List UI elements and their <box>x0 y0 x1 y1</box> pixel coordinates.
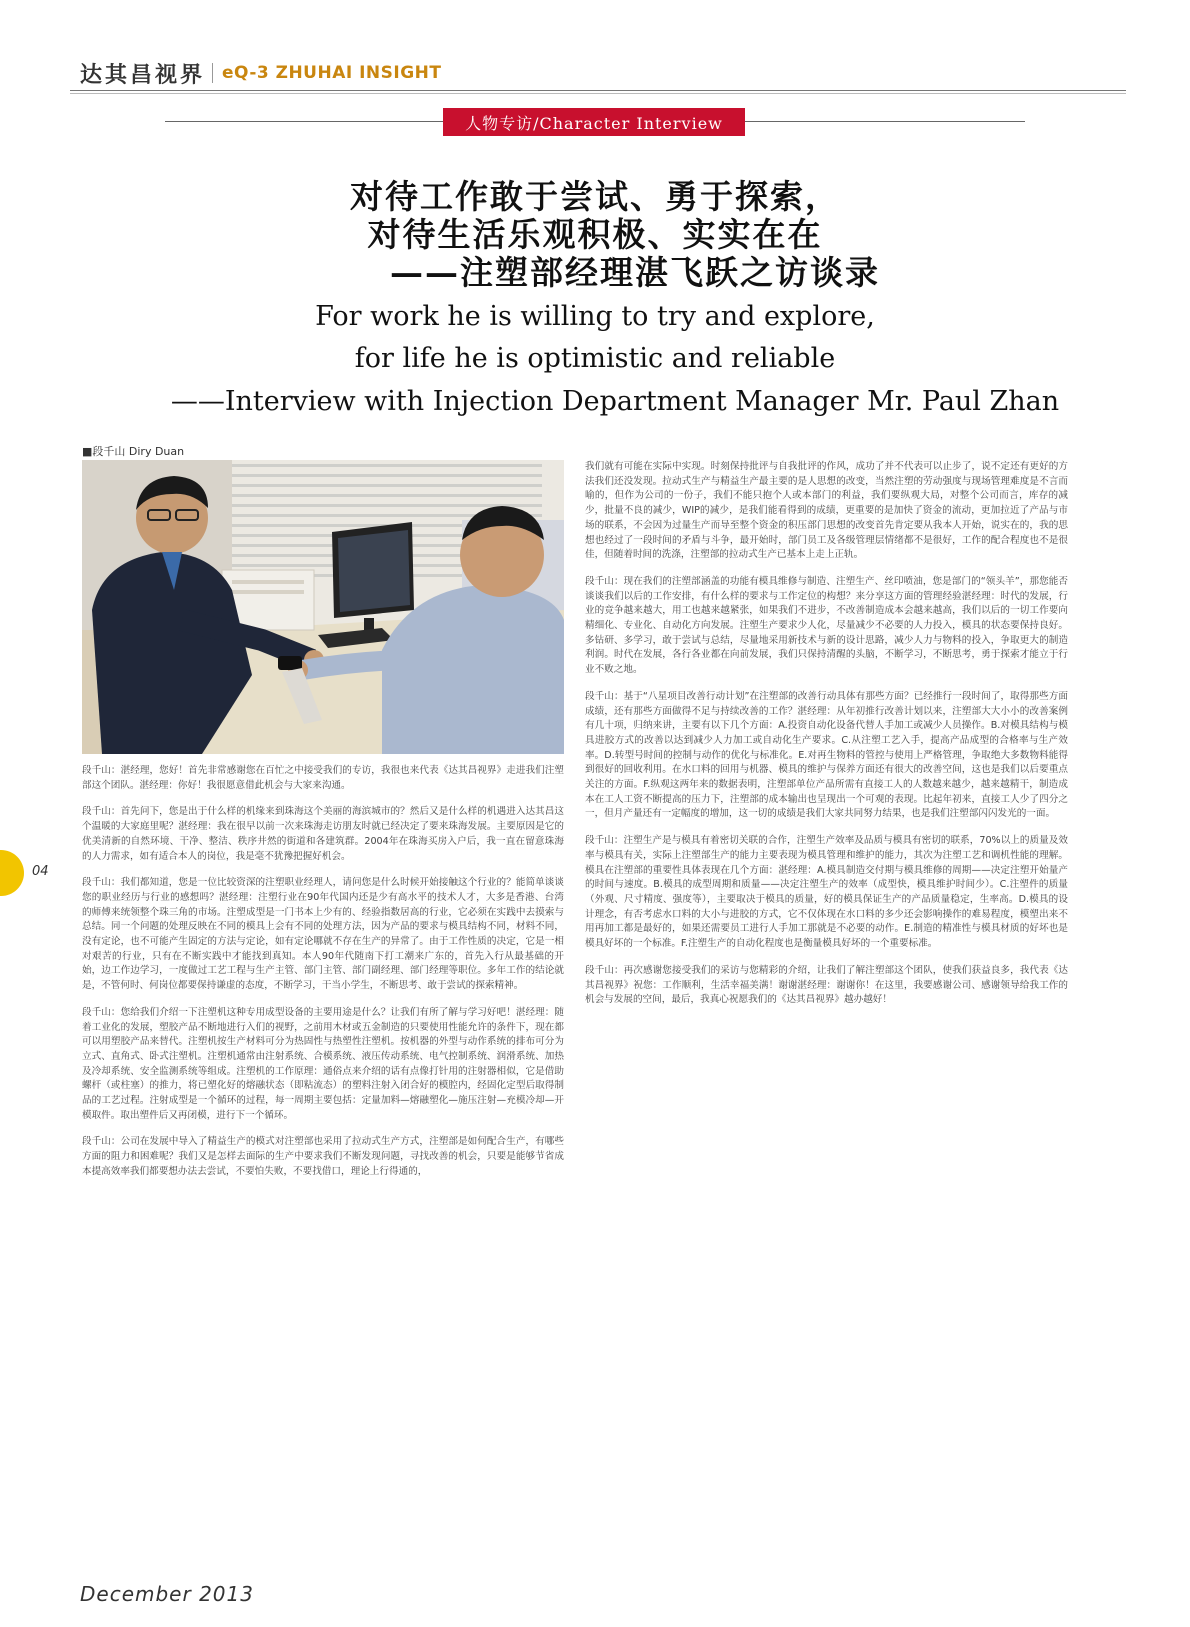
article-paragraph: 段千山：首先问下，您是出于什么样的机缘来到珠海这个美丽的海滨城市的？然后又是什么样的机遇进入达其昌这个温暖的大家庭里呢？湛经理：我在很早以前一次来珠海走访朋友时就已经决定了要来珠海发展。主要原因是它的优美清新的自然环境、干净、整洁、秩序井然的街道和各建筑群。2004年在珠海买房入户后，我一直在留意珠海的人力需求，如有适合本人的岗位，我是毫不犹豫把握好机会。 <box>82 806 564 862</box>
article-paragraph: 段千山：基于“八星项目改善行动计划”在注塑部的改善行动具体有那些方面？已经推行一段时间了，取得那些方面成绩，还有那些方面做得不足与持续改善的工作？湛经理：从年初推行改善计划以来，注塑部大大小小的改善案例有几十项，归纳来讲，主要有以下几个方面：A.投资自动化设备代替人手加工或减少人员操作。B.对模具结构与模具进胶方式的改善以达到减少人力加工或自动化生产要求。C.从注塑工艺入手，提高产品成型的合格率与生产效率。D.转型号时间的控制与动作的优化与标准化。E.对再生物料的管控与使用上严格管理，争取绝大多数物料能得到很好的回收利用。在水口料的回用与机器、模具的维护与保养方面还有很大的改善空间，这也是我们以后要重点关注的方面。F.纵观这两年来的数据表明，注塑部单位产品所需有直接工人的人数越来越少，越来越精干，制造成本在工人工资不断提高的压力下，注塑部的成本输出也呈现出一个可观的表现。比起年初来，直接工人少了四分之一，但月产量还有一定幅度的增加，这一切的成绩是我们大家共同努力结果，也是我们注塑部闪闪发光的一面。 <box>585 690 1068 820</box>
title-chinese-line-3: ——注塑部经理湛飞跃之访谈录 <box>390 253 880 292</box>
article-right-column <box>585 460 1068 1020</box>
article-paragraph: 我们就有可能在实际中实现。时刻保持批评与自我批评的作风，成功了并不代表可以止步了，说不定还有更好的方法我们还没发现。拉动式生产与精益生产最主要的是人思想的改变，当然注塑的劳动强度与现场管理难度是不言而喻的，但作为公司的一份子，我们不能只抱个人或本部门的利益，我们要纵观大局，对整个公司而言，库存的减少，批量不良的减少，WIP的减少，是我们能看得到的成绩，更重要的是加快了资金的流动，更加拉近了产品与市场的联系，不会因为过量生产而导至整个资金的积压部门思想的改变首先肯定要从我本人开始，说实在的，我的思想也经过了一段时间的矛盾与斗争，最开始时，部门员工及各级管理层情绪都不是很好，工作的配合程度也不是很佳，但随着时间的洗涤，注塑部的拉动式生产已基本上走上正轨。 <box>585 461 1068 561</box>
page-tab-marker <box>0 850 24 896</box>
header-rule-secondary <box>70 93 1126 94</box>
brand-english: eQ-3 ZHUHAI INSIGHT <box>222 63 442 83</box>
brand-divider <box>212 63 213 83</box>
section-line-right <box>745 121 1025 122</box>
article-paragraph: 段千山：注塑生产是与模具有着密切关联的合作，注塑生产效率及品质与模具有密切的联系，70%以上的质量及效率与模具有关，实际上注塑部生产的能力主要表现为模具管理和维护的能力，其次为注塑工艺和调机性能的理解。模具在注塑部的重要性具体表现在几个方面：湛经理：A.模具制造交付期与模具维修的周期——决定注塑开始量产的时间与速度。B.模具的成型周期和质量——决定注塑生产的效率（成型快，模具维护时间少）。C.注塑件的质量（外观、尺寸精度、强度等），主要取决于模具的质量，好的模具保证生产的产品质量稳定，生率高。D.模具的设计理念，有否考虑水口料的大小与进胶的方式，它不仅体现在水口料的多少还会影响操作的难易程度，模塑出来不用再加工都是最好的，如果还需要员工进行人手加工那就是不必要的动作。E.制造的精准性与模具材质的好坏也是模具好坏的一个标准。F.注塑生产的自动化程度也是衡量模具好坏的一个重要标准。 <box>585 835 1068 950</box>
article-paragraph: 段千山：再次感谢您接受我们的采访与您精彩的介绍，让我们了解注塑部这个团队，使我们获益良多，我代表《达其昌视界》祝您：工作顺利，生活幸福美满！谢谢湛经理：谢谢你！在这里，我要感谢公司、感谢领导给我工作的机会与发展的空间，最后，我真心祝愿我们的《达其昌视界》越办越好！ <box>585 964 1068 1006</box>
brand-chinese: 达其昌视界 <box>80 61 206 88</box>
page-number: 04 <box>32 864 49 879</box>
title-english-line-2: for life he is optimistic and reliable <box>354 343 836 374</box>
title-english-line-3: ——Interview with Injection Department Manager Mr. Paul Zhan <box>170 386 1060 417</box>
title-english-line-1: For work he is willing to try and explore, <box>315 301 875 332</box>
article-paragraph: 段千山：您给我们介绍一下注塑机这种专用成型设备的主要用途是什么？让我们有所了解与学习好吧！湛经理：随着工业化的发展，塑胶产品不断地进行入们的视野，之前用木材或五金制造的只要使用性能允许的条件下，现在都可以用塑胶产品来替代。注塑机按生产材料可分为热固性与热塑性注塑机。按机器的外型与动作系统的排布可分为立式、直角式、卧式注塑机。注塑机通常由注射系统、合模系统、液压传动系统、电气控制系统、润滑系统、加热及冷却系统、安全监测系统等组成。注塑机的工作原理：通俗点来介绍的话有点像打针用的注射器相似，它是借助螺杆（或柱塞）的推力，将已塑化好的熔融状态（即粘流态）的塑料注射入闭合好的模腔内，经固化定型后取得制品的工艺过程。注射成型是一个循环的过程，每一周期主要包括：定量加料—熔融塑化—施压注射—充模冷却—开模取件。取出塑件后又再闭模，进行下一个循环。 <box>82 1006 564 1121</box>
masthead <box>80 58 442 88</box>
interview-photo-illustration <box>82 460 564 754</box>
article-paragraph: 段千山：现在我们的注塑部涵盖的功能有模具维修与制造、注塑生产、丝印喷油，您是部门的“领头羊”，那您能否谈谈我们以后的工作安排，有什么样的要求与工作定位的构想？来分享这方面的管理经验湛经理：时代的发展，行业的竞争越来越大，用工也越来越紧张，如果我们不进步，不改善制造成本会越来越高，我们以后的一切工作要向精细化、专业化、自动化方向发展。注塑生产要求少人化，尽量减少不必要的人力投入，模具的状态要保持良好。多钻研、多学习，敢于尝试与总结，尽量地采用新技术与新的设计思路，减少人力与物料的投入，争取更大的制造利润。时代在发展，各行各业都在向前发展，我们只保持清醒的头脑，不断学习，不断思考，勇于探索才能立于行业不败之地。 <box>585 575 1068 676</box>
article-paragraph: 段千山：公司在发展中导入了精益生产的模式对注塑部也采用了拉动式生产方式，注塑部是如何配合生产，有哪些方面的阻力和困难呢？我们又是怎样去面际的生产中要求我们不断发现问题，寻找改善的机会，只要是能够节省成本提高效率我们都要想办法去尝试，不要怕失败，不要找借口，理论上行得通的， <box>82 1136 564 1177</box>
title-chinese-line-1: 对待工作敢于尝试、勇于探索， <box>350 177 840 216</box>
article-paragraph: 段千山：湛经理，您好！首先非常感谢您在百忙之中接受我们的专访，我很也来代表《达其昌视界》走进我们注塑部这个团队。湛经理：你好！我很愿意借此机会与大家来沟通。 <box>82 765 564 791</box>
article-paragraph: 段千山：我们都知道，您是一位比较资深的注塑职业经理人，请问您是什么时候开始接触这个行业的？能简单谈谈您的职业经历与行业的感想吗？湛经理：注塑行业在90年代国内还是少有高水平的技术人才，大多是香港、台湾的师傅来统领整个珠三角的市场。注塑成型是一门书本上少有的、经验指数居高的行业，它必须在实践中去摸索与总结。同一个问题的处理反映在不同的模具上会有不同的处理方法，因为产品的要求与模具结构不同，材料不同，没有定论，也不可能产生固定的方法与定论，如有定论哪就不存在生产的异常了。由于工作性质的决定，它是一相对艰苦的行业，只有在不断实践中才能找到真知。本人90年代随南下打工潮来广东的，首先入行从最基础的开始，边工作边学习，一度做过工艺工程与生产主管、部门主管、部门副经理、部门经理等职位。多年工作的结论就是，不管何时、何岗位都要保持谦虚的态度，不断学习，干当小学生，不断思考、敢于尝试的探索精神。 <box>82 877 564 992</box>
section-label: 人物专访/Character Interview <box>443 108 745 136</box>
author-byline: ■段千山 Diry Duan <box>82 445 185 458</box>
section-line-left <box>165 121 443 122</box>
header-rule <box>70 90 1126 91</box>
article-left-column <box>82 764 564 1192</box>
interview-photo <box>82 460 564 754</box>
title-chinese-line-2: 对待生活乐观积极、实实在在 <box>367 215 823 254</box>
issue-date-footer: December 2013 <box>80 1582 254 1606</box>
